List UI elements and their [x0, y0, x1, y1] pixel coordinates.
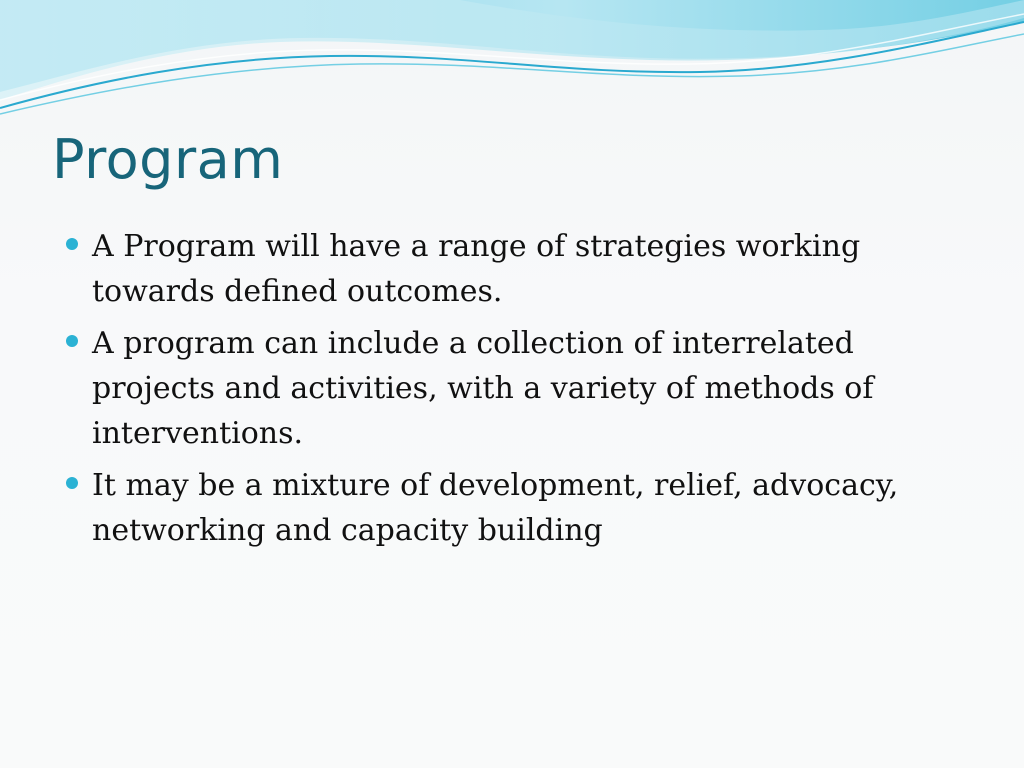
bullet-dot-icon	[66, 238, 78, 250]
bullet-text: It may be a mixture of development, relief, advocacy, networking and capacity building	[92, 468, 899, 548]
bullet-text: A Program will have a range of strategies working towards defined outcomes.	[92, 229, 861, 309]
bullet-dot-icon	[66, 335, 78, 347]
bullet-item	[62, 463, 962, 553]
bullet-list	[62, 224, 962, 560]
decorative-wave-header	[0, 0, 1024, 130]
bullet-item	[62, 224, 962, 314]
bullet-text: A program can include a collection of interrelated projects and activities, with a variety of methods of interventions.	[92, 326, 874, 451]
bullet-item	[62, 321, 962, 456]
bullet-dot-icon	[66, 477, 78, 489]
slide-title: Program	[52, 128, 284, 191]
